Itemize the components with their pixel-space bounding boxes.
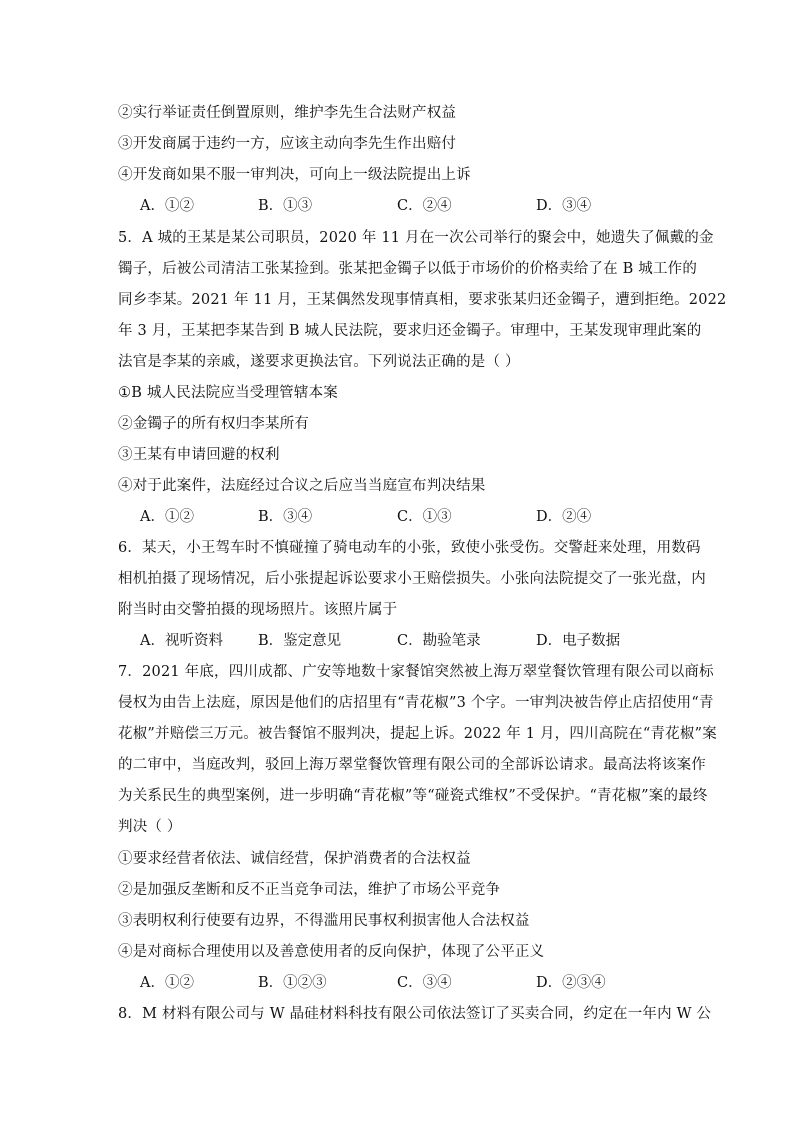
q7-item-3: ③表明权利行使要有边界，不得滥用民事权利损害他人合法权益 (118, 913, 530, 929)
q5-stem-line: 法官是李某的亲戚，遂要求更换法官。下列说法正确的是（ ） (118, 354, 520, 370)
q8-stem-line: 8．M 材料有限公司与 W 晶硅材料科技有限公司依法签订了买卖合同，约定在一年内 W 公 (118, 1006, 712, 1022)
q4-option-c: C．②④ (397, 198, 452, 214)
q7-stem-line: 为关系民生的典型案例，进一步明确“青花椒”等“碰瓷式维权”不受保护。“青花椒”案的最终 (118, 788, 708, 804)
q7-item-4: ④是对商标合理使用以及善意使用者的反向保护，体现了公平正义 (118, 944, 545, 960)
q5-option-c: C．①③ (397, 509, 452, 525)
q5-item-2: ②金镯子的所有权归李某所有 (118, 416, 310, 432)
q6-option-a: A．视听资料 (140, 633, 223, 649)
q7-item-1: ①要求经营者依法、诚信经营，保护消费者的合法权益 (118, 851, 471, 867)
q7-option-a: A．①② (140, 975, 194, 991)
q6-stem-line: 相机拍摄了现场情况，后小张提起诉讼要求小王赔偿损失。小张向法院提交了一张光盘，内 (118, 571, 706, 587)
q7-option-d: D．②③④ (536, 975, 606, 991)
q5-option-d: D．②④ (536, 509, 592, 525)
q7-stem-line: 7．2021 年底，四川成都、广安等地数十家餐馆突然被上海万翠堂餐饮管理有限公司以商标 (118, 664, 714, 680)
q7-stem-line: 花椒”并赔偿三万元。被告餐馆不服判决，提起上诉。2022 年 1 月，四川高院在“青花椒”案 (118, 726, 717, 742)
q7-options (140, 973, 700, 993)
q4-option-b: B．①③ (258, 198, 313, 214)
q5-item-4: ④对于此案件，法庭经过合议之后应当当庭宣布判决结果 (118, 478, 486, 494)
q5-item-3: ③王某有申请回避的权利 (118, 447, 280, 463)
q6-option-d: D．电子数据 (536, 633, 621, 649)
q7-option-b: B．①②③ (258, 975, 327, 991)
q5-stem-line: 5．A 城的王某是某公司职员，2020 年 11 月在一次公司举行的聚会中，她遗失了佩戴的金 (118, 230, 714, 246)
q5-option-b: B．③④ (258, 509, 313, 525)
q4-item-4: ④开发商如果不服一审判决，可向上一级法院提出上诉 (118, 167, 471, 183)
q6-option-c: C．勘验笔录 (397, 633, 481, 649)
q6-options (140, 631, 700, 651)
q7-stem-line: 判决（ ） (118, 819, 182, 835)
q7-stem-line: 侵权为由告上法庭，原因是他们的店招里有“青花椒”3 个字。一审判决被告停止店招使用“青 (118, 695, 714, 711)
q4-item-2: ②实行举证责任倒置原则，维护李先生合法财产权益 (118, 105, 457, 121)
q4-option-a: A．①② (140, 198, 194, 214)
q5-stem-line: 同乡李某。2021 年 11 月，王某偶然发现事情真相，要求张某归还金镯子，遭到拒绝。2022 (118, 292, 727, 308)
q5-option-a: A．①② (140, 509, 194, 525)
q5-options (140, 507, 700, 527)
q7-option-c: C．③④ (397, 975, 452, 991)
q5-item-1: ①B 城人民法院应当受理管辖本案 (118, 385, 338, 401)
q5-stem-line: 年 3 月，王某把李某告到 B 城人民法院，要求归还金镯子。审理中，王某发现审理此案的 (118, 323, 702, 339)
q4-item-3: ③开发商属于违约一方，应该主动向李先生作出赔付 (118, 136, 457, 152)
q7-item-2: ②是加强反垄断和反不正当竞争司法，维护了市场公平竞争 (118, 882, 501, 898)
q4-option-d: D．③④ (536, 198, 592, 214)
q4-options (140, 196, 700, 216)
q6-stem-line: 6．某天，小王驾车时不慎碰撞了骑电动车的小张，致使小张受伤。交警赶来处理，用数码 (118, 540, 701, 556)
q5-stem-line: 镯子，后被公司清洁工张某捡到。张某把金镯子以低于市场价的价格卖给了在 B 城工作的 (118, 261, 698, 277)
q6-stem-line: 附当时由交警拍摄的现场照片。该照片属于 (118, 602, 398, 618)
q7-stem-line: 的二审中，当庭改判，驳回上海万翠堂餐饮管理有限公司的全部诉讼请求。最高法将该案作 (118, 757, 706, 773)
q6-option-b: B．鉴定意见 (258, 633, 342, 649)
